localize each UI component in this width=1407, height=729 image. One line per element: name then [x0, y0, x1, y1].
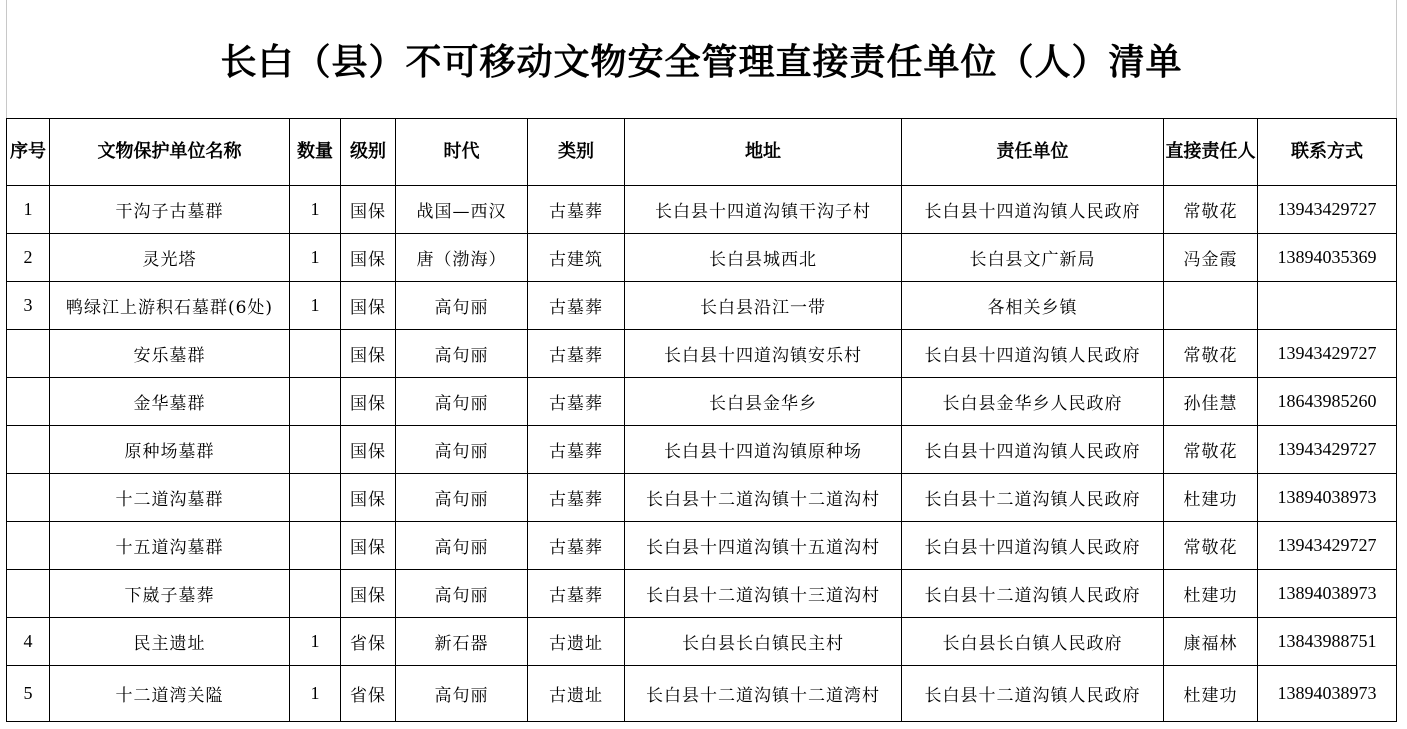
cell-level[interactable]: 国保 — [341, 282, 396, 330]
cell-quantity[interactable] — [290, 474, 341, 522]
cell-index[interactable]: 1 — [7, 186, 50, 234]
header-row — [7, 119, 1397, 186]
cell-name[interactable]: 金华墓群 — [50, 378, 290, 426]
cell-era[interactable]: 战国—西汉 — [396, 186, 528, 234]
cell-category[interactable]: 古墓葬 — [528, 330, 625, 378]
cell-address[interactable]: 长白县十二道沟镇十二道湾村 — [625, 666, 902, 722]
cell-responsible-unit[interactable]: 长白县文广新局 — [902, 234, 1164, 282]
cell-name[interactable]: 十二道沟墓群 — [50, 474, 290, 522]
cell-index[interactable]: 5 — [7, 666, 50, 722]
cell-responsible-unit[interactable]: 长白县十四道沟镇人民政府 — [902, 186, 1164, 234]
cell-address[interactable]: 长白县十四道沟镇安乐村 — [625, 330, 902, 378]
cell-quantity[interactable] — [290, 330, 341, 378]
cell-quantity[interactable] — [290, 522, 341, 570]
col-header-index[interactable]: 序号 — [7, 119, 50, 186]
cell-era[interactable]: 高句丽 — [396, 426, 528, 474]
cell-address[interactable]: 长白县长白镇民主村 — [625, 618, 902, 666]
cell-category[interactable]: 古墓葬 — [528, 570, 625, 618]
cell-index[interactable] — [7, 378, 50, 426]
cell-name[interactable]: 十二道湾关隘 — [50, 666, 290, 722]
cell-address[interactable]: 长白县十二道沟镇十二道沟村 — [625, 474, 902, 522]
cell-responsible-person[interactable]: 冯金霞 — [1164, 234, 1258, 282]
cell-index[interactable]: 3 — [7, 282, 50, 330]
cell-level[interactable]: 国保 — [341, 234, 396, 282]
cell-category[interactable]: 古墓葬 — [528, 474, 625, 522]
cell-responsible-unit[interactable]: 长白县金华乡人民政府 — [902, 378, 1164, 426]
cell-index[interactable]: 4 — [7, 618, 50, 666]
cell-quantity[interactable]: 1 — [290, 282, 341, 330]
col-header-responsible-unit[interactable]: 责任单位 — [902, 119, 1164, 186]
cell-era[interactable]: 高句丽 — [396, 282, 528, 330]
cell-name[interactable]: 鸭绿江上游积石墓群(6处) — [50, 282, 290, 330]
col-header-address[interactable]: 地址 — [625, 119, 902, 186]
cell-responsible-person[interactable] — [1164, 282, 1258, 330]
cell-contact[interactable]: 13843988751 — [1258, 618, 1397, 666]
cell-index[interactable] — [7, 570, 50, 618]
cell-contact[interactable]: 13894035369 — [1258, 234, 1397, 282]
cell-contact[interactable]: 13943429727 — [1258, 522, 1397, 570]
cell-contact[interactable]: 13894038973 — [1258, 666, 1397, 722]
cell-responsible-person[interactable]: 常敬花 — [1164, 330, 1258, 378]
cell-name[interactable]: 灵光塔 — [50, 234, 290, 282]
cell-responsible-person[interactable]: 常敬花 — [1164, 186, 1258, 234]
cell-level[interactable]: 省保 — [341, 618, 396, 666]
cell-contact[interactable]: 13894038973 — [1258, 570, 1397, 618]
cell-responsible-person[interactable]: 杜建功 — [1164, 666, 1258, 722]
table-row — [7, 618, 1397, 666]
cell-responsible-person[interactable]: 常敬花 — [1164, 426, 1258, 474]
cell-address[interactable]: 长白县十四道沟镇原种场 — [625, 426, 902, 474]
cell-index[interactable]: 2 — [7, 234, 50, 282]
col-header-responsible-person[interactable]: 直接责任人 — [1164, 119, 1258, 186]
cell-index[interactable] — [7, 522, 50, 570]
cell-index[interactable] — [7, 426, 50, 474]
cell-level[interactable]: 国保 — [341, 186, 396, 234]
table-row — [7, 666, 1397, 722]
cell-category[interactable]: 古墓葬 — [528, 378, 625, 426]
cell-address[interactable]: 长白县沿江一带 — [625, 282, 902, 330]
cell-address[interactable]: 长白县十四道沟镇十五道沟村 — [625, 522, 902, 570]
col-header-name[interactable]: 文物保护单位名称 — [50, 119, 290, 186]
cell-level[interactable]: 国保 — [341, 522, 396, 570]
cell-responsible-person[interactable]: 常敬花 — [1164, 522, 1258, 570]
gridline-right — [1396, 0, 1397, 120]
cell-name[interactable]: 干沟子古墓群 — [50, 186, 290, 234]
cell-era[interactable]: 高句丽 — [396, 474, 528, 522]
cell-level[interactable]: 国保 — [341, 378, 396, 426]
cell-responsible-unit[interactable]: 长白县长白镇人民政府 — [902, 618, 1164, 666]
cell-quantity[interactable] — [290, 426, 341, 474]
cell-responsible-person[interactable]: 杜建功 — [1164, 570, 1258, 618]
cell-category[interactable]: 古建筑 — [528, 234, 625, 282]
cell-responsible-person[interactable]: 孙佳慧 — [1164, 378, 1258, 426]
cell-contact[interactable]: 13943429727 — [1258, 426, 1397, 474]
table-row — [7, 330, 1397, 378]
cell-name[interactable]: 十五道沟墓群 — [50, 522, 290, 570]
cell-index[interactable] — [7, 474, 50, 522]
col-header-category[interactable]: 类别 — [528, 119, 625, 186]
cell-level[interactable]: 省保 — [341, 666, 396, 722]
cell-era[interactable]: 高句丽 — [396, 666, 528, 722]
cell-quantity[interactable]: 1 — [290, 618, 341, 666]
cell-era[interactable]: 高句丽 — [396, 522, 528, 570]
cell-responsible-person[interactable]: 杜建功 — [1164, 474, 1258, 522]
table-row — [7, 378, 1397, 426]
cell-category[interactable]: 古遗址 — [528, 618, 625, 666]
cell-category[interactable]: 古墓葬 — [528, 426, 625, 474]
cell-name[interactable]: 下崴子墓葬 — [50, 570, 290, 618]
cell-responsible-unit[interactable]: 长白县十二道沟镇人民政府 — [902, 474, 1164, 522]
cell-responsible-person[interactable]: 康福林 — [1164, 618, 1258, 666]
cell-address[interactable]: 长白县城西北 — [625, 234, 902, 282]
cell-quantity[interactable]: 1 — [290, 186, 341, 234]
table-row — [7, 186, 1397, 234]
cell-quantity[interactable]: 1 — [290, 666, 341, 722]
cell-contact[interactable]: 18643985260 — [1258, 378, 1397, 426]
table-row — [7, 426, 1397, 474]
cell-level[interactable]: 国保 — [341, 570, 396, 618]
col-header-era[interactable]: 时代 — [396, 119, 528, 186]
col-header-contact[interactable]: 联系方式 — [1258, 119, 1397, 186]
cell-contact[interactable] — [1258, 282, 1397, 330]
cell-responsible-unit[interactable]: 长白县十四道沟镇人民政府 — [902, 522, 1164, 570]
cell-category[interactable]: 古遗址 — [528, 666, 625, 722]
relic-table — [6, 118, 1397, 722]
cell-address[interactable]: 长白县十四道沟镇干沟子村 — [625, 186, 902, 234]
cell-contact[interactable]: 13943429727 — [1258, 330, 1397, 378]
cell-responsible-unit[interactable]: 长白县十四道沟镇人民政府 — [902, 426, 1164, 474]
table-row — [7, 234, 1397, 282]
cell-address[interactable]: 长白县金华乡 — [625, 378, 902, 426]
cell-category[interactable]: 古墓葬 — [528, 282, 625, 330]
cell-era[interactable]: 高句丽 — [396, 330, 528, 378]
cell-quantity[interactable] — [290, 378, 341, 426]
cell-era[interactable]: 新石器 — [396, 618, 528, 666]
cell-responsible-unit[interactable]: 各相关乡镇 — [902, 282, 1164, 330]
cell-contact[interactable]: 13943429727 — [1258, 186, 1397, 234]
cell-category[interactable]: 古墓葬 — [528, 186, 625, 234]
cell-contact[interactable]: 13894038973 — [1258, 474, 1397, 522]
cell-address[interactable]: 长白县十二道沟镇十三道沟村 — [625, 570, 902, 618]
cell-responsible-unit[interactable]: 长白县十二道沟镇人民政府 — [902, 666, 1164, 722]
cell-name[interactable]: 原种场墓群 — [50, 426, 290, 474]
document-title: 长白（县）不可移动文物安全管理直接责任单位（人）清单 — [220, 40, 1183, 83]
col-header-quantity[interactable]: 数量 — [290, 119, 341, 186]
cell-name[interactable]: 民主遗址 — [50, 618, 290, 666]
table-row — [7, 570, 1397, 618]
cell-category[interactable]: 古墓葬 — [528, 522, 625, 570]
cell-responsible-unit[interactable]: 长白县十四道沟镇人民政府 — [902, 330, 1164, 378]
cell-quantity[interactable]: 1 — [290, 234, 341, 282]
table-row — [7, 282, 1397, 330]
cell-era[interactable]: 高句丽 — [396, 570, 528, 618]
cell-level[interactable]: 国保 — [341, 426, 396, 474]
cell-index[interactable] — [7, 330, 50, 378]
cell-responsible-unit[interactable]: 长白县十二道沟镇人民政府 — [902, 570, 1164, 618]
cell-era[interactable]: 唐（渤海） — [396, 234, 528, 282]
cell-level[interactable]: 国保 — [341, 330, 396, 378]
cell-era[interactable]: 高句丽 — [396, 378, 528, 426]
cell-quantity[interactable] — [290, 570, 341, 618]
table-row — [7, 522, 1397, 570]
cell-level[interactable]: 国保 — [341, 474, 396, 522]
col-header-level[interactable]: 级别 — [341, 119, 396, 186]
cell-name[interactable]: 安乐墓群 — [50, 330, 290, 378]
table-row — [7, 474, 1397, 522]
